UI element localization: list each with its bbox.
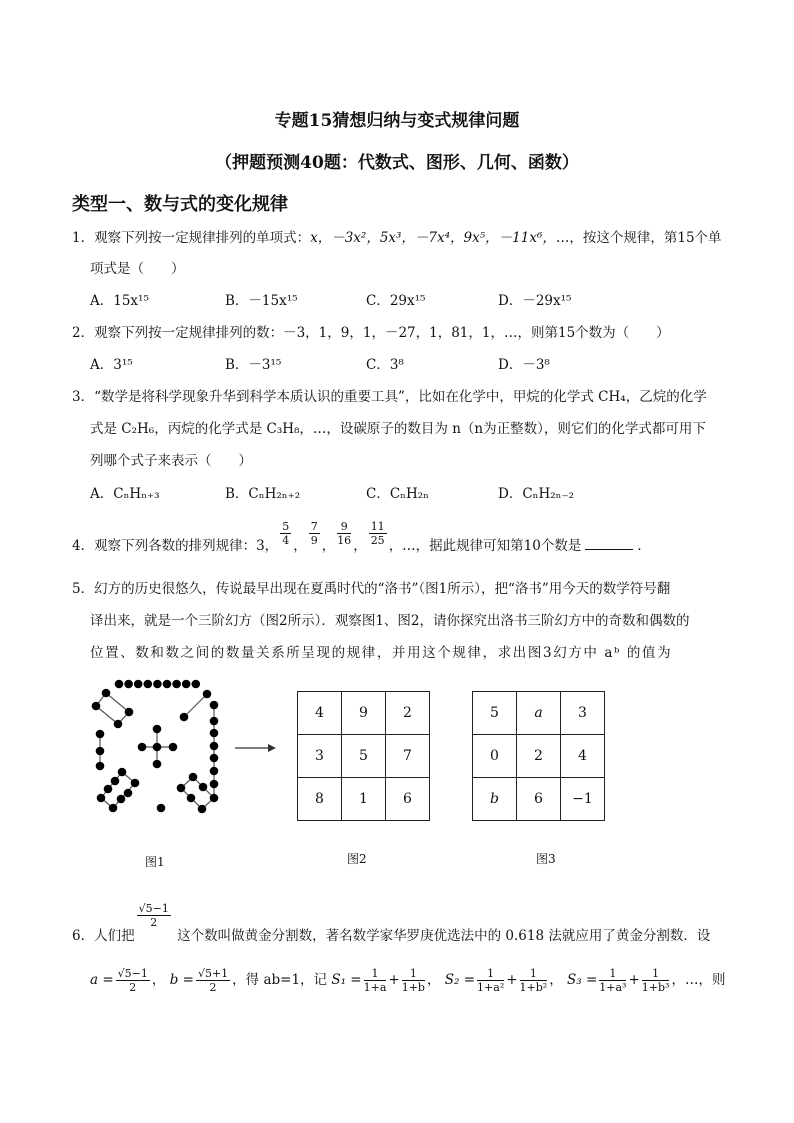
q3-option-a[interactable]: A．CₙHₙ₊₃ — [90, 486, 160, 502]
q4-suffix: ，…，据此规律可知第10个数是 — [388, 538, 582, 554]
luoshu-dot — [96, 747, 105, 756]
fig3-caption: 图3 — [536, 852, 556, 866]
fraction — [337, 520, 351, 547]
q3-option-c[interactable]: C．CₙH₂ₙ — [366, 486, 430, 502]
fraction — [477, 967, 504, 994]
grid-cell: 6 — [386, 778, 430, 821]
fig2-caption: 图2 — [347, 852, 367, 866]
denominator: 2 — [129, 981, 137, 994]
luoshu-dot — [138, 743, 147, 752]
fraction — [364, 967, 387, 994]
denominator: 2 — [150, 916, 158, 929]
numerator: √5−1 — [138, 902, 169, 915]
section-heading: 类型一、数与式的变化规律 — [72, 194, 288, 215]
numerator: 1 — [402, 967, 425, 981]
fraction — [309, 520, 320, 547]
numerator: 1 — [364, 967, 387, 981]
grid-cell: 7 — [386, 735, 430, 778]
grid-cell: 0 — [473, 735, 517, 778]
q2-text: 2．观察下列按一定规律排列的数：－3，1，9，1，－27，1，81，1，…，则第15个数为（ ） — [72, 325, 670, 341]
numerator: 5 — [282, 520, 290, 533]
q1-text: 1．观察下列按一定规律排列的单项式： — [72, 230, 311, 246]
luoshu-dot — [153, 680, 162, 689]
fraction — [599, 967, 626, 994]
q3-line3: 列哪个式子来表示（ ） — [90, 453, 252, 469]
q1-line2: 项式是（ ） — [90, 261, 185, 277]
luoshu-dot — [210, 701, 219, 710]
q6-text: 这个数叫做黄金分割数，著名数学家华罗庚优选法中的 0.618 法就应用了黄金分割数．设 — [177, 928, 711, 944]
luoshu-dot — [198, 805, 207, 814]
numerator: √5+1 — [197, 967, 229, 980]
luoshu-dot — [177, 784, 186, 793]
luoshu-dot — [118, 768, 127, 777]
numerator: √5−1 — [117, 967, 148, 980]
luoshu-dot — [182, 680, 191, 689]
magic-square-fig3 — [472, 691, 605, 821]
numerator: 7 — [310, 520, 318, 533]
grid-cell: 3 — [298, 735, 342, 778]
grid-row — [473, 778, 605, 821]
denominator: 1+a³ — [599, 981, 627, 994]
q5-line3: 位置、数和数之间的数量关系所呈现的规律，并用这个规律，求出图3幻方中 aᵇ 的值为 — [90, 645, 673, 661]
luoshu-dot — [104, 785, 113, 794]
q6-line2: a = $\frac{√5-1}{2}$ ， b = $\frac{√5+1}{2}$ ，得 ab=1，记 S₁ = $\frac{1}{1+a}$ + $\frac{1}{1+b}$ ， S₂ = $\frac{1}{\text{1+a²}}$ + $\frac{1}{\text{1+b²}}$ ， S₃ = $\frac{1}{\text{1+a³}}$ + $\frac{1}{\text{1+b³}}$ ，…，则 — [90, 967, 726, 994]
grid-cell: 2 — [517, 735, 561, 778]
luoshu-dot — [102, 689, 111, 698]
numerator: 1 — [642, 967, 670, 981]
q3-line2: 式是 C₂H₆，丙烷的化学式是 C₃H₈，…，设碳原子的数目为 n（n为正整数），则它们的化学式都可用下 — [90, 421, 706, 437]
numerator: 1 — [477, 967, 504, 981]
grid-cell: a — [517, 692, 561, 735]
fraction — [402, 967, 425, 994]
q3-line1: 3．“数学是将科学现象升华到科学本质认识的重要工具”，比如在化学中，甲烷的化学式 CH₄，乙烷的化学 — [72, 389, 707, 405]
grid-row — [298, 778, 430, 821]
q3-option-d[interactable]: D．CₙH₂ₙ₋₂ — [498, 486, 575, 502]
luoshu-dot — [210, 780, 219, 789]
grid-cell: 4 — [561, 735, 605, 778]
grid-cell: 1 — [342, 778, 386, 821]
s3-label: S₃ = — [567, 972, 598, 988]
grid-cell: 8 — [298, 778, 342, 821]
q4-end: ． — [637, 538, 651, 554]
denominator: 1+b² — [519, 981, 548, 994]
grid-cell: −1 — [561, 778, 605, 821]
q6-mid: ，得 ab=1，记 — [232, 972, 328, 988]
luoshu-dot — [144, 680, 153, 689]
denominator: 1+a² — [477, 981, 505, 994]
numerator: 9 — [337, 520, 351, 534]
luoshu-dot — [169, 743, 178, 752]
fig1-caption: 图1 — [145, 855, 165, 869]
q1-option-b[interactable]: B．－15x¹⁵ — [225, 293, 298, 309]
luoshu-dot — [157, 804, 166, 813]
luoshu-dot — [131, 779, 140, 788]
denominator: 4 — [282, 534, 290, 547]
luoshu-dot — [189, 773, 198, 782]
q4-prefix: 4．观察下列各数的排列规律：3， — [72, 538, 279, 554]
grid-cell: 4 — [298, 692, 342, 735]
page-title: 专题15猜想归纳与变式规律问题 — [274, 111, 520, 131]
q1-option-c[interactable]: C．29x¹⁵ — [366, 293, 426, 309]
luoshu-dot — [97, 794, 106, 803]
grid-cell: b — [473, 778, 517, 821]
luoshu-dot — [109, 804, 118, 813]
fraction — [369, 520, 387, 547]
q1-option-d[interactable]: D．－29x¹⁵ — [498, 293, 572, 309]
luoshu-dot — [187, 794, 196, 803]
numerator: 1 — [599, 967, 626, 981]
fraction — [642, 967, 670, 994]
luoshu-dot — [92, 702, 101, 711]
numerator: 1 — [520, 967, 548, 981]
grid-cell: 6 — [517, 778, 561, 821]
denominator: 16 — [337, 534, 352, 547]
q2-option-c[interactable]: C．3⁸ — [366, 357, 404, 373]
luoshu-dot — [124, 680, 133, 689]
luoshu-dot — [210, 729, 219, 738]
fraction — [280, 520, 291, 547]
grid-row — [473, 692, 605, 735]
luoshu-dot — [180, 713, 189, 722]
fraction — [520, 967, 548, 994]
q5-line2: 译出来，就是一个三阶幻方（图2所示）．观察图1、图2，请你探究出洛书三阶幻方中的奇数和偶数的 — [90, 613, 690, 629]
golden-ratio-fraction — [137, 902, 171, 929]
luoshu-dot — [96, 730, 105, 739]
luoshu-dot — [210, 754, 219, 763]
grid-cell: 5 — [342, 735, 386, 778]
denominator: 1+a — [363, 981, 387, 994]
grid-row — [473, 735, 605, 778]
q2-option-a[interactable]: A．3¹⁵ — [90, 357, 133, 373]
grid-cell: 3 — [561, 692, 605, 735]
luoshu-dot — [210, 717, 219, 726]
denominator: 1+b — [401, 981, 425, 994]
grid-cell: 2 — [386, 692, 430, 735]
q6-prefix: 6．人们把 — [72, 928, 135, 944]
luoshu-dot — [163, 680, 172, 689]
luoshu-dot — [115, 680, 124, 689]
luoshu-dot — [117, 795, 126, 804]
fraction — [116, 967, 150, 994]
s1-label: S₁ = — [331, 972, 362, 988]
denominator: 9 — [310, 534, 318, 547]
luoshu-dot — [153, 760, 162, 769]
luoshu-dot — [192, 680, 201, 689]
page-subtitle: （押题预测40题：代数式、图形、几何、函数） — [215, 153, 579, 173]
luoshu-dot — [111, 777, 120, 786]
luoshu-figure — [80, 670, 280, 830]
luoshu-dot — [199, 783, 208, 792]
luoshu-dot — [114, 720, 123, 729]
q1-option-a[interactable]: A．15x¹⁵ — [90, 293, 149, 309]
luoshu-dot — [134, 680, 143, 689]
q3-option-b[interactable]: B．CₙH₂ₙ₊₂ — [225, 486, 301, 502]
luoshu-dot — [153, 725, 162, 734]
q2-option-b[interactable]: B．－3¹⁵ — [225, 357, 282, 373]
luoshu-dot — [172, 680, 181, 689]
luoshu-dot — [125, 708, 134, 717]
luoshu-dot — [96, 762, 105, 771]
luoshu-dot — [203, 690, 212, 699]
denominator: 25 — [370, 534, 385, 547]
grid-row — [298, 692, 430, 735]
s2-label: S₂ = — [444, 972, 476, 988]
luoshu-dot — [153, 743, 162, 752]
q6-end: ，…，则 — [671, 972, 726, 988]
grid-row — [298, 735, 430, 778]
q6-line1 — [72, 902, 710, 956]
q4-text: 4．观察下列各数的排列规律：3， $\frac{5}{4}$ ， $\frac{7}{9}$ ， $\frac{9}{16}$ ， $\frac{11}{25}$ ，…，据此规律可知第10个数是 ． — [72, 520, 651, 554]
denominator: 1+b³ — [641, 981, 670, 994]
a-definition: a = — [90, 972, 114, 988]
luoshu-dot — [210, 742, 219, 751]
grid-cell: 5 — [473, 692, 517, 735]
luoshu-dot — [124, 789, 133, 798]
denominator: 2 — [209, 981, 217, 994]
answer-blank[interactable] — [585, 549, 633, 550]
b-definition: b = — [169, 972, 194, 988]
q1-sequence: x，－3x²，5x³，－7x⁴，9x⁵，－11x⁶，… — [310, 230, 570, 246]
numerator: 11 — [370, 520, 385, 533]
grid-cell: 9 — [342, 692, 386, 735]
luoshu-dot — [210, 767, 219, 776]
q1-text-b: ，按这个规律，第15个单 — [569, 230, 722, 246]
q2-option-d[interactable]: D．－3⁸ — [498, 357, 550, 373]
fraction — [196, 967, 230, 994]
q1-line1 — [72, 229, 722, 247]
q5-line1: 5．幻方的历史很悠久，传说最早出现在夏禹时代的“洛书”（图1所示），把“洛书”用今天的数学符号翻 — [72, 581, 671, 597]
magic-square-fig2 — [297, 691, 430, 821]
luoshu-dot — [210, 794, 219, 803]
